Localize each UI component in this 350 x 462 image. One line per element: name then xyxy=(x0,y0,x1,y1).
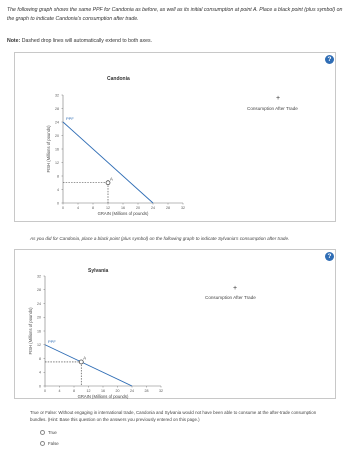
sylvania-point-a-label: A xyxy=(83,355,87,361)
true-false-question: True or False: Without engaging in international trade, Candonia and Sylvania would not have been able to consume at the after-trade consumption bundles. (Hint: Base this question on the answers you previously entered on this page.) xyxy=(30,410,317,422)
sylvania-x-tick-label: 24 xyxy=(130,389,134,393)
candonia-x-tick-label: 4 xyxy=(77,206,79,210)
candonia-x-tick-label: 20 xyxy=(136,206,140,210)
sylvania-y-axis-label: FISH (Millions of pounds) xyxy=(28,307,33,355)
sylvania-x-axis-label: GRAIN (Millions of pounds) xyxy=(77,394,129,399)
sylvania-y-tick-label: 20 xyxy=(37,315,41,320)
sylvania-y-tick-label: 4 xyxy=(39,370,41,375)
option-false-label: False xyxy=(48,441,59,446)
sylvania-chart-title: Sylvania xyxy=(88,268,109,274)
candonia-y-tick-label: 12 xyxy=(55,160,59,165)
candonia-y-tick-label: 24 xyxy=(55,120,59,125)
help-icon[interactable]: ? xyxy=(325,55,334,64)
sylvania-x-tick-label: 4 xyxy=(58,389,61,393)
note-label: Note: xyxy=(7,38,21,44)
sylvania-y-tick-label: 28 xyxy=(37,288,41,293)
candonia-chart[interactable] xyxy=(15,53,337,223)
candonia-y-tick-label: 0 xyxy=(57,201,59,206)
candonia-x-tick-label: 0 xyxy=(62,206,64,210)
candonia-x-tick-label: 28 xyxy=(166,206,170,210)
sylvania-x-tick-label: 16 xyxy=(101,389,105,393)
radio-false[interactable] xyxy=(40,441,45,446)
candonia-y-tick-label: 28 xyxy=(55,106,59,111)
sylvania-instruction-text: As you did for Candonia, place a black point (plus symbol) on the following graph to indicate Sylvania's consumption after trade. xyxy=(30,236,290,241)
sylvania-x-tick-label: 12 xyxy=(86,389,91,393)
candonia-ppf-label: PPF xyxy=(66,116,74,121)
candonia-y-tick-label: 8 xyxy=(57,174,59,179)
sylvania-ppf-label: PPF xyxy=(48,338,56,344)
candonia-y-tick-label: 16 xyxy=(55,147,59,152)
sylvania-y-tick-label: 0 xyxy=(39,384,41,389)
candonia-y-axis-label: FISH (Millions of pounds) xyxy=(46,125,51,173)
candonia-point-a-marker xyxy=(106,181,110,185)
candonia-consumption-plus-icon[interactable]: + xyxy=(275,95,281,102)
sylvania-consumption-plus-icon[interactable]: + xyxy=(232,285,238,292)
instruction-text: The following graph shows the same PPF for Candonia as before, as well as its initial consumption at point A. Place a black point (plus symbol) on the graph to indicate Candonia's consumption after trade. xyxy=(7,7,343,22)
radio-true[interactable] xyxy=(40,430,45,435)
option-false[interactable] xyxy=(40,441,59,446)
sylvania-graph-panel xyxy=(14,249,336,399)
note-text xyxy=(7,38,152,44)
candonia-x-tick-label: 32 xyxy=(181,206,185,210)
candonia-x-tick-label: 16 xyxy=(121,206,125,210)
sylvania-x-tick-label: 8 xyxy=(73,389,75,393)
candonia-point-a-label: A xyxy=(110,176,113,182)
sylvania-legend-label: Consumption After Trade xyxy=(205,295,256,300)
candonia-chart-title: Candonia xyxy=(107,76,130,82)
sylvania-y-tick-label: 24 xyxy=(37,301,41,306)
sylvania-y-tick-label: 8 xyxy=(39,356,41,361)
help-icon[interactable]: ? xyxy=(325,252,334,261)
note-body: Dashed drop lines will automatically extend to both axes. xyxy=(20,38,153,44)
sylvania-y-tick-label: 12 xyxy=(37,343,41,348)
sylvania-x-tick-label: 20 xyxy=(115,389,120,393)
sylvania-point-a-marker xyxy=(79,360,83,364)
sylvania-chart[interactable] xyxy=(15,250,337,400)
candonia-y-tick-label: 4 xyxy=(57,187,59,192)
candonia-x-tick-label: 8 xyxy=(92,206,94,210)
option-true[interactable] xyxy=(40,430,57,435)
candonia-y-tick-label: 20 xyxy=(55,133,59,138)
candonia-legend-label: Consumption After Trade xyxy=(247,106,298,111)
sylvania-y-tick-label: 16 xyxy=(37,329,41,334)
sylvania-x-tick-label: 0 xyxy=(44,389,46,393)
candonia-graph-panel xyxy=(14,52,336,222)
sylvania-x-tick-label: 28 xyxy=(144,389,149,393)
sylvania-x-tick-label: 32 xyxy=(159,389,163,393)
candonia-x-axis-label: GRAIN (Millions of pounds) xyxy=(97,211,149,216)
sylvania-ppf-line xyxy=(45,345,132,386)
candonia-x-tick-label: 24 xyxy=(151,206,155,210)
option-true-label: True xyxy=(48,430,57,435)
candonia-x-tick-label: 12 xyxy=(106,206,110,210)
candonia-y-tick-label: 32 xyxy=(55,93,59,98)
sylvania-y-tick-label: 32 xyxy=(37,274,41,279)
